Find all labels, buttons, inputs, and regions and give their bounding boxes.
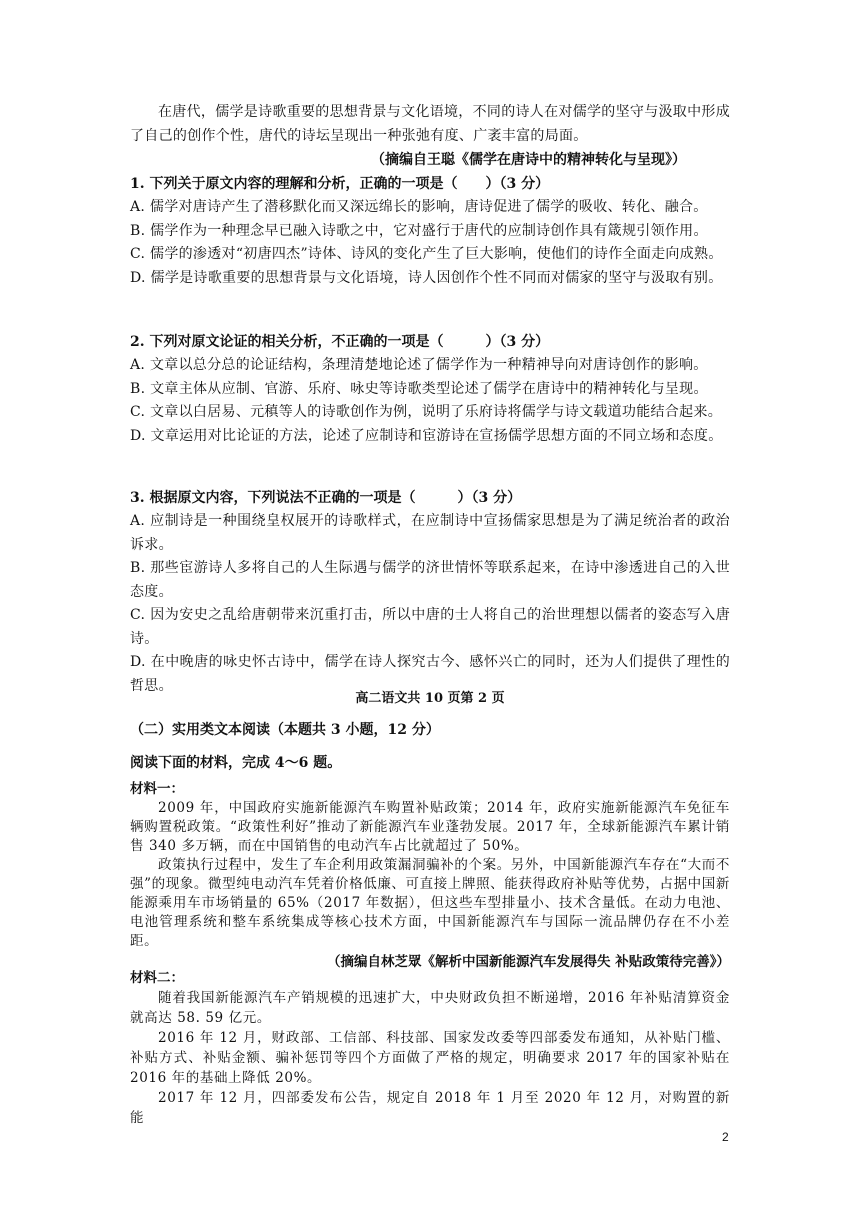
section-2-heading: （二）实用类文本阅读（本题共 3 小题，12 分） (130, 722, 440, 738)
section-2-instruction: 阅读下面的材料，完成 4～6 题。 (130, 755, 342, 771)
material-1 (130, 779, 730, 973)
question-1-option-a: A. 儒学对唐诗产生了潜移默化而又深远绵长的影响，唐诗促进了儒学的吸收、转化、融合。 (130, 199, 708, 215)
question-1-option-c: C. 儒学的渗透对“初唐四杰”诗体、诗风的变化产生了巨大影响，使他们的诗作全面走向成熟。 (130, 246, 723, 262)
page-footer (130, 689, 730, 709)
question-2-option-c: C. 文章以白居易、元稹等人的诗歌创作为例，说明了乐府诗将儒学与诗文载道功能结合起来。 (130, 404, 723, 420)
page-number: 2 (722, 1130, 729, 1144)
question-3-option-c: C. 因为安史之乱给唐朝带来沉重打击，所以中唐的士人将自己的治世理想以儒者的姿态写入唐诗。 (130, 607, 730, 647)
question-2 (130, 331, 730, 448)
question-3-option-a: A. 应制诗是一种围绕皇权展开的诗歌样式，在应制诗中宣扬儒家思想是为了满足统治者的政治诉求。 (130, 513, 730, 553)
question-2-option-a: A. 文章以总分总的论证结构，条理清楚地论述了儒学作为一种精神导向对唐诗创作的影响。 (130, 357, 708, 373)
section-2 (130, 718, 730, 775)
question-3-option-b: B. 那些宦游诗人多将自己的人生际遇与儒学的济世情怀等联系起来，在诗中渗透进自己的入世态度。 (130, 560, 730, 600)
material-1-paragraph-2: 政策执行过程中，发生了车企利用政策漏洞骗补的个案。另外，中国新能源汽车存在“大而不强”的现象。微型纯电动汽车凭着价格低廉、可直接上牌照、能获得政府补贴等优势，占据中国新能源乘用车市场销量的 65%（2017 年数据），但这些车型排量小、技术含量低。在动力电池、电池管理系统和整车系统集成等核心技术方面，中国新能源汽车与国际一流品牌仍存在不小差距。 (130, 857, 730, 949)
question-3-option-d: D. 在中晚唐的咏史怀古诗中，儒学在诗人探究古今、感怀兴亡的同时，还为人们提供了理性的哲思。 (130, 654, 730, 694)
question-2-option-b: B. 文章主体从应制、官游、乐府、咏史等诗歌类型论述了儒学在唐诗中的精神转化与呈现。 (130, 380, 708, 397)
question-1-option-d: D. 儒学是诗歌重要的思想背景与文化语境，诗人因创作个性不同而对儒家的坚守与汲取有别。 (130, 269, 723, 286)
question-1 (130, 173, 730, 290)
question-3 (130, 487, 730, 698)
material-2 (130, 968, 730, 1128)
intro-source: （摘编自王聪《儒学在唐诗中的精神转化与呈现》） (371, 152, 686, 168)
question-2-option-d: D. 文章运用对比论证的方法，论述了应制诗和宦游诗在宣扬儒学思想方面的不同立场和态度。 (130, 427, 723, 444)
material-1-paragraph-1: 2009 年，中国政府实施新能源汽车购置补贴政策；2014 年，政府实施新能源汽车免征车辆购置税政策。“政策性利好”推动了新能源汽车业蓬勃发展。2017 年，全球新能源汽车累计销售 340 多万辆，而在中国销售的电动汽车占比就超过了 50%。 (130, 800, 730, 854)
material-2-paragraph-1: 随着我国新能源汽车产销规模的迅速扩大，中央财政负担不断递增，2016 年补贴清算资金就高达 58. 59 亿元。 (130, 990, 730, 1026)
material-2-label: 材料二： (130, 970, 184, 986)
question-3-stem: 3. 根据原文内容，下列说法不正确的一项是（ ）（3 分） (130, 490, 522, 506)
intro-paragraph: 在唐代，儒学是诗歌重要的思想背景与文化语境，不同的诗人在对儒学的坚守与汲取中形成了自己的创作个性，唐代的诗坛呈现出一种张弛有度、广袤丰富的局面。 (130, 104, 730, 144)
question-2-stem: 2. 下列对原文论证的相关分析，不正确的一项是（ ）（3 分） (130, 334, 550, 350)
material-2-paragraph-3: 2017 年 12 月，四部委发布公告，规定自 2018 年 1 月至 2020 年 12 月，对购置的新能 (130, 1090, 730, 1126)
material-2-paragraph-2: 2016 年 12 月，财政部、工信部、科技部、国家发改委等四部委发布通知，从补贴门槛、补贴方式、补贴金额、骗补惩罚等四个方面做了严格的规定，明确要求 2017 年的国家补贴在 2016 年的基础上降低 20%。 (130, 1030, 730, 1086)
question-1-stem: 1. 下列关于原文内容的理解和分析，正确的一项是（ ）（3 分） (130, 176, 550, 192)
question-1-option-b: B. 儒学作为一种理念早已融入诗歌之中，它对盛行于唐代的应制诗创作具有箴规引领作用。 (130, 222, 708, 239)
material-1-label: 材料一： (130, 781, 184, 797)
material-1-source: （摘编自林芝眾《解析中国新能源汽车发展得失 补贴政策待完善》） (327, 954, 730, 970)
page-footer-text: 高二语文共 10 页第 2 页 (355, 691, 505, 706)
intro-block (130, 101, 730, 172)
